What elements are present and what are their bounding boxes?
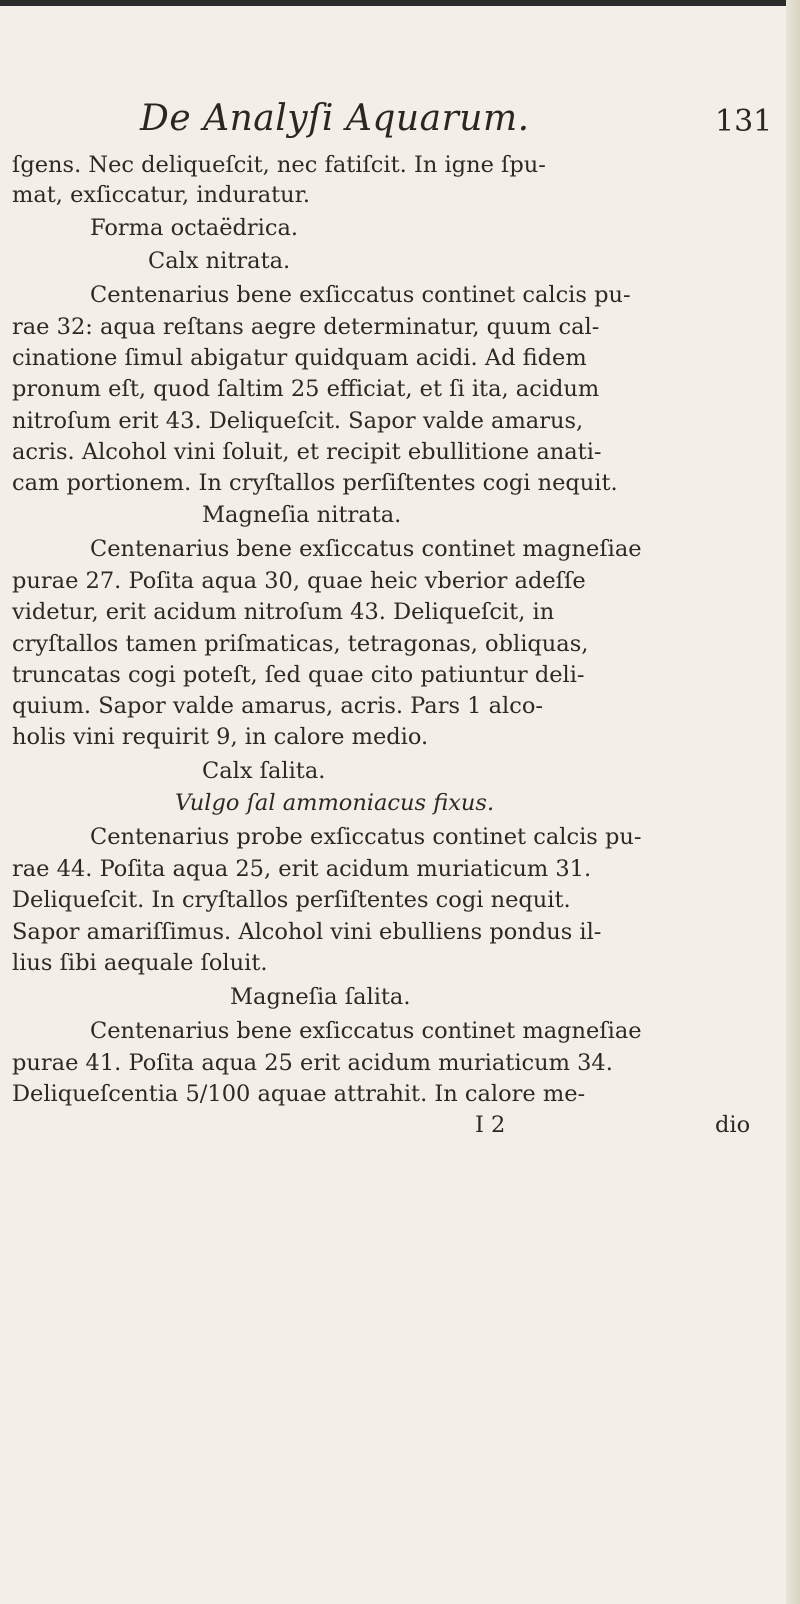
text-line: Forma octaëdrica. xyxy=(90,215,299,241)
page-edge xyxy=(786,0,800,1604)
text-line: pronum eſt, quod ſaltim 25 efficiat, et ſi ita, acidum xyxy=(12,376,600,402)
running-title: De Analyſi Aquarum. xyxy=(140,98,530,139)
text-line: Deliqueſcentia 5/100 aquae attrahit. In calore me- xyxy=(12,1081,586,1107)
text-line: nitroſum erit 43. Deliqueſcit. Sapor valde amarus, xyxy=(12,408,584,434)
text-line: cam portionem. In cryſtallos perſiſtentes cogi nequit. xyxy=(12,470,618,496)
text-line: Centenarius bene exſiccatus continet magneſiae xyxy=(90,1018,642,1044)
text-line: cinatione ſimul abigatur quidquam acidi. Ad fidem xyxy=(12,345,587,371)
text-line: Centenarius bene exſiccatus continet calcis pu- xyxy=(90,282,631,308)
text-line: quium. Sapor valde amarus, acris. Pars 1 alco- xyxy=(12,693,544,719)
section-heading: Magneſia nitrata. xyxy=(202,502,402,528)
text-line: rae 32: aqua reſtans aegre determinatur, quum cal- xyxy=(12,314,600,340)
text-line: cryſtallos tamen priſmaticas, tetragonas, obliquas, xyxy=(12,631,589,657)
page-top-shadow xyxy=(0,0,800,6)
text-line: Deliqueſcit. In cryſtallos perſiſtentes cogi nequit. xyxy=(12,887,571,913)
text-line: purae 41. Poſita aqua 25 erit acidum muriaticum 34. xyxy=(12,1050,613,1076)
section-subheading: Vulgo ſal ammoniacus fixus. xyxy=(175,790,495,816)
text-line: purae 27. Poſita aqua 30, quae heic vberior adeſſe xyxy=(12,568,586,594)
section-heading: Calx nitrata. xyxy=(148,248,291,274)
signature-mark: I 2 xyxy=(475,1112,506,1138)
section-heading: Magneſia ſalita. xyxy=(230,984,411,1010)
text-line: acris. Alcohol vini ſoluit, et recipit ebullitione anati- xyxy=(12,439,602,465)
text-line: mat, exſiccatur, induratur. xyxy=(12,182,311,208)
text-line: videtur, erit acidum nitroſum 43. Deliqueſcit, in xyxy=(12,599,555,625)
text-line: Centenarius bene exſiccatus continet magneſiae xyxy=(90,536,642,562)
section-heading: Calx ſalita. xyxy=(202,758,326,784)
text-line: Sapor amariſſimus. Alcohol vini ebulliens pondus il- xyxy=(12,919,602,945)
text-line: truncatas cogi poteſt, ſed quae cito patiuntur deli- xyxy=(12,662,585,688)
running-header xyxy=(0,98,800,146)
text-line: rae 44. Poſita aqua 25, erit acidum muriaticum 31. xyxy=(12,856,592,882)
text-line: ſgens. Nec deliqueſcit, nec fatiſcit. In igne ſpu- xyxy=(12,152,546,178)
text-line: lius ſibi aequale ſoluit. xyxy=(12,950,268,976)
text-line: holis vini requirit 9, in calore medio. xyxy=(12,724,429,750)
text-line: Centenarius probe exſiccatus continet calcis pu- xyxy=(90,824,642,850)
catchword: dio xyxy=(715,1112,751,1138)
page-number: 131 xyxy=(715,104,773,139)
